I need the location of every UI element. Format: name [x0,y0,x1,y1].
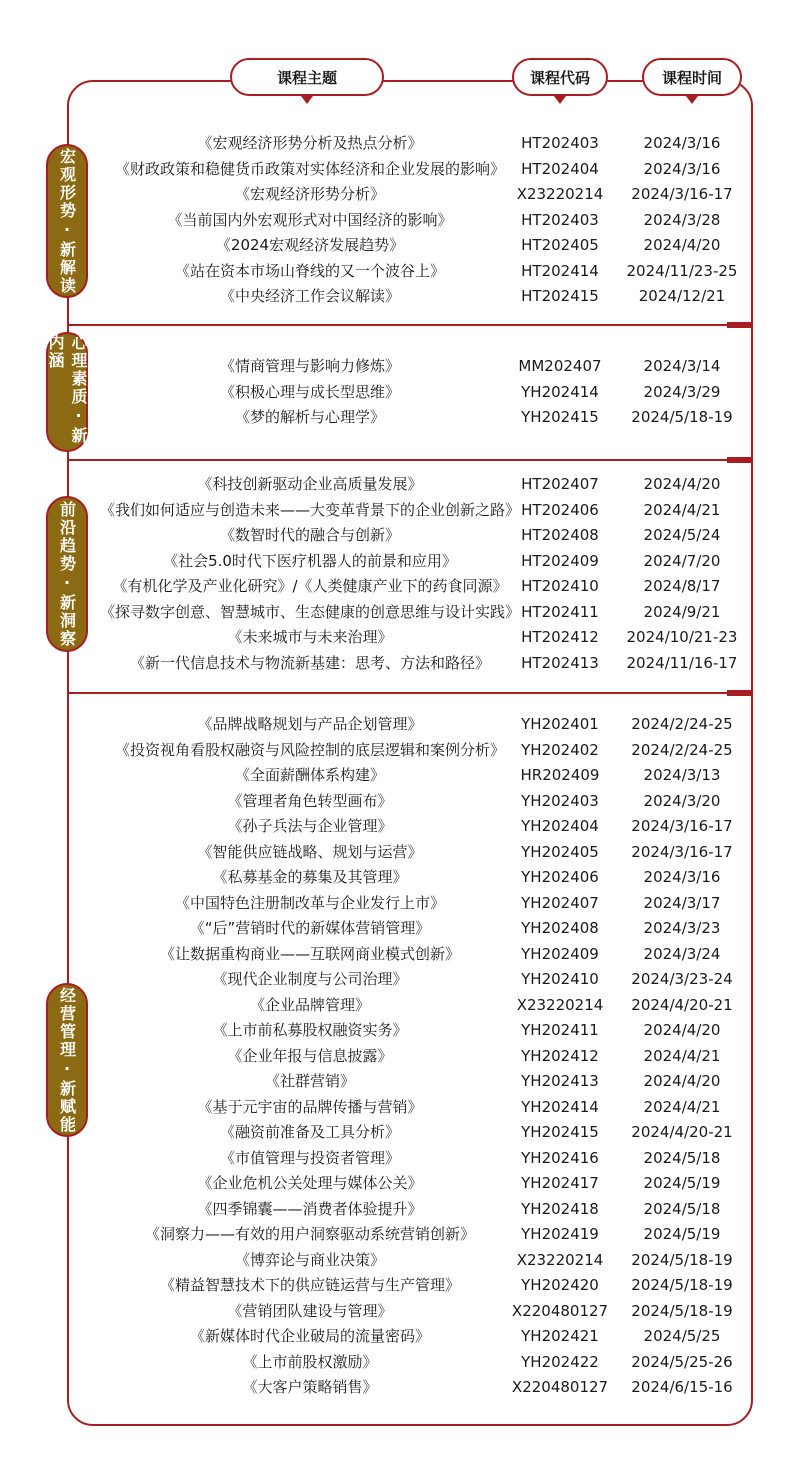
table-row [0,891,800,917]
table-row [0,865,800,891]
course-code: YH202422 [521,1352,599,1371]
course-code: YH202415 [521,1123,599,1141]
course-date: 2024/3/23-24 [631,970,733,988]
course-date: 2024/3/16-17 [631,842,733,861]
course-date: 2024/5/19 [643,1225,721,1243]
course-code: HT202409 [521,551,599,570]
course-date: 2024/6/15-16 [631,1378,733,1396]
table-row [0,354,800,380]
course-title: 《财政政策和稳健货币政策对实体经济和企业发展的影响》 [114,159,506,178]
course-date: 2024/3/16 [643,134,721,152]
table-row [0,574,800,600]
course-date: 2024/10/21-23 [626,628,738,646]
table-row [0,1069,800,1095]
course-date: 2024/8/17 [643,577,721,595]
course-title: 《现代企业制度与公司治理》 [212,970,408,988]
course-date: 2024/4/20-21 [631,1123,733,1141]
table-row [0,789,800,815]
course-date: 2024/4/20 [643,236,721,254]
course-title: 《科技创新驱动企业高质量发展》 [197,475,423,493]
course-code: YH202420 [521,1276,599,1294]
course-title: 《情商管理与影响力修炼》 [219,357,401,375]
table-row [0,1171,800,1197]
course-code: HT202411 [521,602,599,621]
course-date: 2024/3/16 [643,868,721,886]
course-code: HT202403 [521,210,599,229]
course-code: HT202414 [521,261,599,280]
course-title: 《中央经济工作会议解读》 [219,287,401,305]
course-code: YH202402 [521,740,599,759]
section-tag-management: 经营管理·新赋能 [46,983,88,1137]
course-date: 2024/5/19 [643,1174,721,1192]
course-date: 2024/4/20 [643,1021,721,1039]
course-date: 2024/3/17 [643,893,721,912]
table-row [0,380,800,406]
table-row [0,967,800,993]
table-row [0,1120,800,1146]
header-time: 课程时间 [642,58,742,96]
course-code: YH202407 [521,893,599,912]
course-code: YH202403 [521,791,599,810]
course-code: YH202416 [521,1148,599,1167]
table-row [0,1299,800,1325]
course-date: 2024/5/18-19 [631,408,733,426]
course-code: YH202421 [521,1327,599,1345]
section-tag-psychology: 心理素质·新内涵 [46,332,88,452]
course-title: 《我们如何适应与创造未来——大变革背景下的企业创新之路》 [99,500,521,519]
course-code: HT202407 [521,475,599,493]
course-code: YH202414 [521,382,599,401]
course-code: YH202414 [521,1097,599,1116]
course-code: HR202409 [520,766,600,784]
table-row [0,763,800,789]
course-date: 2024/12/21 [638,287,726,305]
table-row [0,208,800,234]
course-code: X23220214 [516,185,604,203]
table-row [0,405,800,431]
course-code: HT202415 [521,287,599,305]
course-date: 2024/5/18-19 [631,1276,733,1294]
course-title: 《融资前准备及工具分析》 [219,1123,401,1141]
table-row [0,157,800,183]
table-row [0,472,800,498]
course-title: 《投资视角看股权融资与风险控制的底层逻辑和案例分析》 [114,740,506,759]
course-date: 2024/4/20 [643,475,721,493]
course-title: 《企业年报与信息披露》 [227,1046,393,1065]
section-divider [67,692,753,694]
course-code: YH202405 [521,842,599,861]
course-code: YH202418 [521,1199,599,1218]
course-title: 《2024宏观经济发展趋势》 [215,236,405,254]
course-title: 《中国特色注册制改革与企业发行上市》 [174,893,446,912]
course-title: 《站在资本市场山脊线的又一个波谷上》 [174,261,446,280]
section-divider [67,324,753,326]
course-title: 《私募基金的募集及其管理》 [212,868,408,886]
course-code: MM202407 [518,357,602,375]
course-title: 《管理者角色转型画布》 [227,791,393,810]
table-row [0,498,800,524]
course-title: 《洞察力——有效的用户洞察驱动系统营销创新》 [144,1225,476,1243]
table-row [0,916,800,942]
table-row [0,549,800,575]
course-date: 2024/4/21 [643,1046,721,1065]
table-row [0,523,800,549]
course-date: 2024/5/25 [643,1327,721,1345]
course-date: 2024/3/14 [643,357,721,375]
course-code: YH202410 [521,970,599,988]
table-row [0,182,800,208]
course-title: 《积极心理与成长型思维》 [219,382,401,401]
course-code: YH202415 [521,408,599,426]
table-row [0,1324,800,1350]
course-date: 2024/3/16-17 [631,817,733,835]
table-row [0,840,800,866]
course-code: X220480127 [511,1301,609,1320]
course-code: HT202412 [521,628,599,646]
course-title: 《未来城市与未来治理》 [227,628,393,646]
table-row [0,1248,800,1274]
table-row [0,942,800,968]
table-row [0,233,800,259]
course-code: YH202401 [521,715,599,733]
table-row [0,1044,800,1070]
course-title: 《宏观经济形势分析》 [234,185,386,203]
course-title: 《品牌战略规划与产品企划管理》 [197,715,423,733]
course-title: 《上市前私募股权融资实务》 [212,1021,408,1039]
header-topic: 课程主题 [230,58,384,96]
course-title: 《精益智慧技术下的供应链运营与生产管理》 [159,1276,461,1294]
course-date: 2024/11/16-17 [626,653,738,672]
course-date: 2024/3/24 [643,944,721,963]
course-title: 《当前国内外宏观形式对中国经济的影响》 [167,210,453,229]
course-title: 《数智时代的融合与创新》 [219,526,401,544]
table-row [0,1375,800,1401]
course-code: YH202417 [521,1174,599,1192]
course-date: 2024/5/18-19 [631,1250,733,1269]
table-row [0,600,800,626]
course-date: 2024/5/18-19 [631,1301,733,1320]
course-title: 《四季锦囊——消费者体验提升》 [197,1199,423,1218]
course-date: 2024/3/23 [643,919,721,937]
course-date: 2024/3/13 [643,766,721,784]
course-date: 2024/5/24 [643,526,721,544]
course-code: YH202412 [521,1046,599,1065]
course-title: 《孙子兵法与企业管理》 [227,817,393,835]
table-row [0,1018,800,1044]
table-row [0,1146,800,1172]
table-row [0,712,800,738]
table-row [0,1095,800,1121]
course-title: 《新媒体时代企业破局的流量密码》 [189,1327,431,1345]
table-row [0,814,800,840]
course-code: HT202403 [521,134,599,152]
table-row [0,284,800,310]
course-code: HT202404 [521,159,599,178]
course-title: 《营销团队建设与管理》 [227,1301,393,1320]
course-date: 2024/9/21 [643,602,721,621]
table-row [0,1273,800,1299]
course-date: 2024/11/23-25 [626,261,738,280]
table-row [0,131,800,157]
table-row [0,738,800,764]
course-title: 《宏观经济形势分析及热点分析》 [197,134,423,152]
course-date: 2024/5/25-26 [631,1352,733,1371]
course-date: 2024/2/24-25 [631,715,733,733]
course-code: HT202413 [521,653,599,672]
course-date: 2024/5/18 [643,1199,721,1218]
course-title: 《探寻数字创意、智慧城市、生态健康的创意思维与设计实践》 [99,602,521,621]
header-code: 课程代码 [512,58,608,96]
table-row [0,625,800,651]
table-row [0,993,800,1019]
course-code: HT202405 [521,236,599,254]
table-row [0,651,800,677]
course-code: HT202410 [521,577,599,595]
course-code: YH202404 [521,817,599,835]
course-title: 《梦的解析与心理学》 [234,408,386,426]
course-date: 2024/3/29 [643,382,721,401]
course-code: YH202411 [521,1021,599,1039]
course-title: 《市值管理与投资者管理》 [219,1148,401,1167]
course-code: X23220214 [516,1250,604,1269]
course-code: YH202409 [521,944,599,963]
course-title: 《有机化学及产业化研究》/《人类健康产业下的药食同源》 [112,577,508,595]
course-title: 《“后”营销时代的新媒体营销管理》 [189,919,431,937]
course-title: 《社会5.0时代下医疗机器人的前景和应用》 [163,551,457,570]
course-title: 《企业品牌管理》 [249,995,371,1014]
course-date: 2024/4/21 [643,1097,721,1116]
course-title: 《企业危机公关处理与媒体公关》 [197,1174,423,1192]
course-title: 《上市前股权激励》 [242,1352,378,1371]
course-title: 《新一代信息技术与物流新基建：思考、方法和路径》 [129,653,491,672]
course-code: YH202406 [521,868,599,886]
course-title: 《让数据重构商业——互联网商业模式创新》 [159,944,461,963]
course-date: 2024/7/20 [643,551,721,570]
course-code: YH202419 [521,1225,599,1243]
section-divider [67,459,753,461]
section-tag-macro: 宏观形势·新解读 [46,144,88,298]
table-row [0,1350,800,1376]
course-title: 《大客户策略销售》 [242,1378,378,1396]
course-date: 2024/3/28 [643,210,721,229]
table-row [0,1197,800,1223]
course-date: 2024/5/18 [643,1148,721,1167]
course-date: 2024/4/20 [643,1072,721,1090]
course-date: 2024/3/16 [643,159,721,178]
course-date: 2024/2/24-25 [631,740,733,759]
course-code: X220480127 [511,1378,609,1396]
course-date: 2024/3/20 [643,791,721,810]
table-row [0,1222,800,1248]
course-title: 《智能供应链战略、规划与运营》 [197,842,423,861]
course-date: 2024/4/21 [643,500,721,519]
course-title: 《博弈论与商业决策》 [234,1250,386,1269]
course-title: 《全面薪酬体系构建》 [234,766,386,784]
course-code: HT202408 [521,526,599,544]
course-code: HT202406 [521,500,599,519]
course-date: 2024/3/16-17 [631,185,733,203]
course-code: YH202408 [521,919,599,937]
table-row [0,259,800,285]
section-tag-frontier: 前沿趋势·新洞察 [46,496,88,652]
course-title: 《社群营销》 [264,1072,356,1090]
course-code: X23220214 [516,995,604,1014]
course-date: 2024/4/20-21 [631,995,733,1014]
course-title: 《基于元宇宙的品牌传播与营销》 [197,1097,423,1116]
course-code: YH202413 [521,1072,599,1090]
